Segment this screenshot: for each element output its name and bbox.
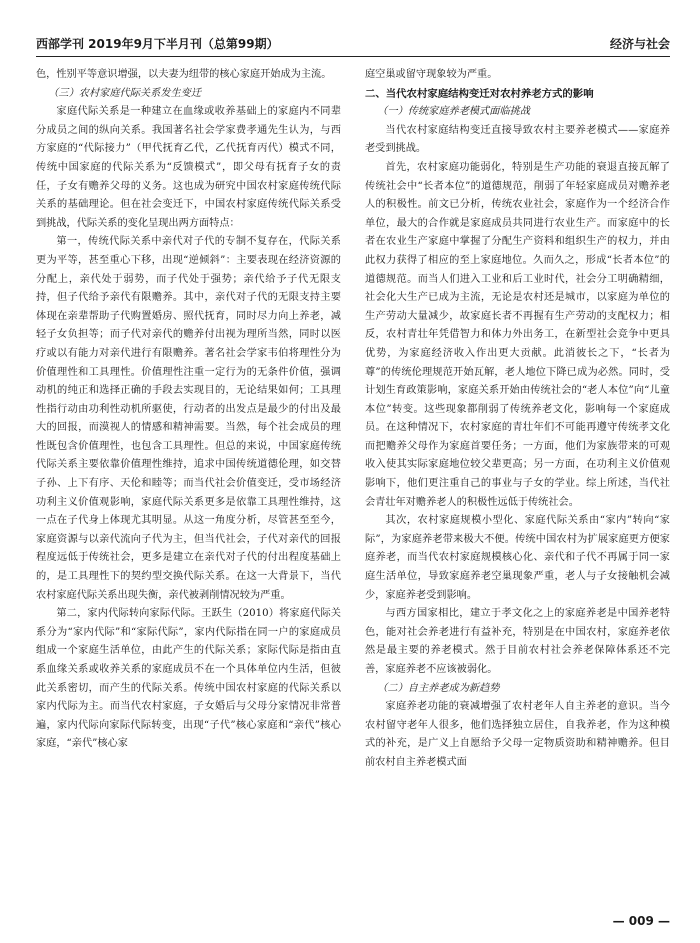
- body-paragraph: 色，性别平等意识增强，以夫妻为纽带的核心家庭开始成为主流。: [36, 69, 332, 80]
- section-title: 经济与社会: [609, 37, 670, 51]
- subsection-heading: （三）农村家庭代际关系发生变迁: [48, 87, 202, 99]
- header-divider: [36, 56, 670, 57]
- body-paragraph: 家庭养老功能的衰减增强了农村老年人自主养老的意识。当今农村留守老年人很多，他们选择独立居住，自我养老，作为这种模式的补充，是广义上自愿给予父母一定物质资助和精神赡养。但目前农村自主养老模式面: [365, 701, 670, 768]
- body-paragraph: 第二，家内代际转向家际代际。王跃生（2010）将家庭代际关系分为“家内代际”和“家际代际”，家内代际指在同一户的家庭成员组成一个家庭生活单位，由此产生的代际关系；家际代际是指由直系血缘关系或收养关系的家庭成员不在一个具体单位内生活，但彼此关系密切，而产生的代际关系。传统中国农村家庭的代际关系以家内代际为主。而当代农村家庭，子女婚后与父母分家情况非常普遍，家内代际向家际代际转变，出现“子代”核心家庭和“亲代”核心家庭，“亲代”核心家: [36, 608, 341, 750]
- section-heading: 二、当代农村家庭结构变迁对农村养老方式的影响: [365, 87, 594, 100]
- journal-title: 西部学刊 2019年9月下半月刊（总第99期）: [36, 37, 279, 51]
- page-number: — 009 —: [612, 914, 670, 928]
- running-header: [36, 30, 670, 52]
- left-column: [36, 66, 341, 906]
- body-paragraph: 家庭代际关系是一种建立在血缘或收养基础上的家庭内不同辈分成员之间的纵向关系。我国著名社会学家费孝通先生认为，与西方家庭的“代际接力”（甲代抚育乙代，乙代抚育丙代）模式不同，传统中国家庭的代际关系为“反馈模式”，即父母有抚育子女的责任，子女有赡养父母的义务。这也成为研究中国农村家庭传统代际关系的基础理论。但在社会变迁下，中国农村家庭传统代际关系受到挑战，代际关系的变化呈现出两方面特点：: [36, 106, 341, 229]
- right-column: [365, 66, 670, 906]
- body-paragraph: 当代农村家庭结构变迁直接导致农村主要养老模式——家庭养老受到挑战。: [365, 124, 670, 155]
- body-paragraph: 庭空巢或留守现象较为严重。: [365, 69, 498, 80]
- body-paragraph: 其次，农村家庭规模小型化、家庭代际关系由“家内”转向“家际”，为家庭养老带来极大不便。传统中国农村为扩展家庭更方便家庭养老，而当代农村家庭规模核心化、亲代和子代不再属于同一家庭生活单位，导致家庭养老空巢现象严重，老人与子女接触机会减少，家庭养老受到影响。: [365, 515, 670, 601]
- subsection-heading: （一）传统家庭养老模式面临挑战: [377, 106, 531, 118]
- body-paragraph: 首先，农村家庭功能弱化，特别是生产功能的衰退直接瓦解了传统社会中“长者本位”的道德规范，削弱了年轻家庭成员对赡养老人的积极性。前文已分析，传统农业社会，家庭作为一个经济合作单位，最大的合作就是家庭成员共同进行农业生产。而家庭中的长者在农业生产家庭中掌握了分配生产资料和组织生产的权力，并由此权力获得了相应的至上家庭地位。久而久之，形成“长者本位”的道德规范。而当人们进入工业和后工业时代，社会分工明确精细，社会化大生产已成为主流，无论是农村还是城市，以家庭为单位的生产劳动大量减少，故家庭长者不再握有生产劳动的支配权力；相反，农村青壮年凭借智力和体力外出务工，在新型社会竞争中更具优势，为家庭经济收入作出更大贡献。此消彼长之下，“长者为尊”的传统伦理规范开始瓦解，老人地位下降已成为必然。同时，受计划生育政策影响，家庭关系开始由传统社会的“老人本位”向“儿童本位”转变。这些现象都削弱了传统养老文化，影响每一个家庭成员。在这种情况下，农村家庭的青壮年们不可能再遵守传统孝文化而把赡养父母作为家庭首要任务；一方面，他们为家族带来的可观收入使其实际家庭地位较父辈更高；另一方面，在功利主义价值观影响下，他们更注重自己的事业与子女的学业。综上所述，当代社会青壮年对赡养老人的积极性远低于传统社会。: [365, 161, 670, 508]
- body-paragraph: 与西方国家相比，建立于孝文化之上的家庭养老是中国养老特色，能对社会养老进行有益补充，特别是在中国农村，家庭养老依然是最主要的养老模式。然于目前农村社会养老保障体系还不完善，家庭养老不应该被弱化。: [365, 608, 670, 675]
- subsection-heading: （二）自主养老成为新趋势: [377, 682, 500, 694]
- body-paragraph: 第一，传统代际关系中亲代对子代的专制不复存在，代际关系更为平等，甚至重心下移，出现“逆倾斜”：主要表现在经济资源的分配上，亲代处于弱势，而子代处于强势；亲代给予子代无限支持，但子代给予亲代有限赡养。其中，亲代对子代的无限支持主要体现在亲辈帮助子代购置婚房、照代抚育，同时尽力向上养老，减轻子女负担等；而子代对亲代的赡养付出视为理所当然，同时以医疗或以有能力对亲代进行有限赡养。著名社会学家韦伯将理性分为价值理性和工具理性。价值理性注重一定行为的无条件价值，强调动机的纯正和选择正确的手段去实现目的，无论结果如何；工具理性指行动由功利性动机所驱使，行动者的出发点是最少的付出及最大的回报，而漠视人的情感和精神需要。当然，每个社会成员的理性既包含价值理性，也包含工具理性。但总的来说，中国家庭传统代际关系主要依靠价值理性维持，追求中国传统道德伦理，如交替子孙、上下有序、天伦和睦等；而当代社会价值变迁，受市场经济功利主义价值观影响，家庭代际关系更多是依靠工具理性维持，这一点在子代身上体现尤其明显。从这一角度分析，尽管甚至至今，家庭资源与以亲代流向子代为主，但当代社会，子代对亲代的回报程度远低于传统社会，更多是建立在亲代对子代的付出程度基础上的，是工具理性下的契约型交换代际关系。在这一大背景下，当代农村家庭代际关系出现失衡，亲代被剥削情况较为严重。: [36, 236, 341, 601]
